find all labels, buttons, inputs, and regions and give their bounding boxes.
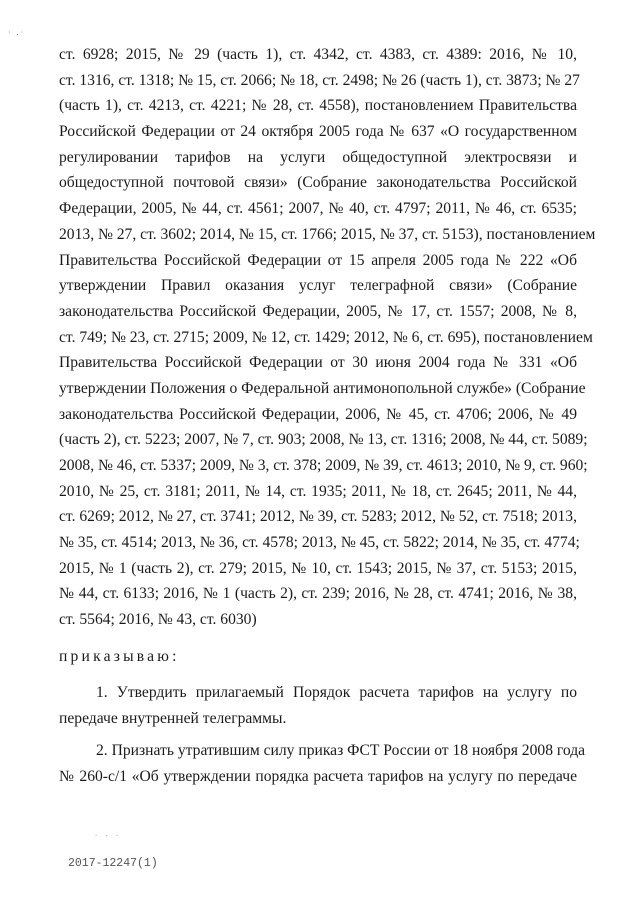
text-line: ст. 749; № 23, ст. 2715; 2009, № 12, ст. 1429; 2012, № 6, ст. 695), постановлением <box>59 328 593 346</box>
text-line: ст. 1316, ст. 1318; № 15, ст. 2066; № 18, ст. 2498; № 26 (часть 1), ст. 3873; № 27 <box>59 71 580 89</box>
footer-marks: . . . <box>95 828 122 838</box>
paragraph-1-line: передаче внутренней телеграммы. <box>59 710 287 727</box>
order-word: приказываю: <box>59 648 180 665</box>
paragraph-1-line: 1. Утвердить прилагаемый Порядок расчета тарифов на услугу по <box>96 684 577 701</box>
text-line: регулировании тарифов на услуги общедоступной электросвязи и <box>59 148 577 166</box>
text-line: ст. 6269; 2012, № 27, ст. 3741; 2012, № 39, ст. 5283; 2012, № 52, ст. 7518; 2013, <box>59 508 577 526</box>
text-line: (часть 2), ст. 5223; 2007, № 7, ст. 903; 2008, № 13, ст. 1316; 2008, № 44, ст. 5089; <box>59 431 588 449</box>
paragraph-2-line: № 260-с/1 «Об утверждении порядка расчета тарифов на услугу по передаче <box>59 768 577 785</box>
scan-mark: · .· <box>8 28 26 37</box>
text-line: 2010, № 25, ст. 3181; 2011, № 14, ст. 1935; 2011, № 18, ст. 2645; 2011, № 44, <box>59 482 577 500</box>
text-line: 2013, № 27, ст. 3602; 2014, № 15, ст. 1766; 2015, № 37, ст. 5153), постановлением <box>59 225 596 243</box>
text-line: утверждении Положения о Федеральной антимонопольной службе» (Собрание <box>59 379 586 397</box>
text-line: Правительства Российской Федерации от 15 апреля 2005 года № 222 «Об <box>59 251 577 269</box>
text-line: № 44, ст. 6133; 2016, № 1 (часть 2), ст. 239; 2016, № 28, ст. 4741; 2016, № 38, <box>59 585 577 603</box>
text-line: общедоступной почтовой связи» (Собрание законодательства Российской <box>59 174 577 192</box>
paragraph-2 <box>59 738 586 790</box>
text-line: законодательства Российской Федерации, 2006, № 45, ст. 4706; 2006, № 49 <box>59 405 577 423</box>
text-line: 2008, № 46, ст. 5337; 2009, № 3, ст. 378; 2009, № 39, ст. 4613; 2010, № 9, ст. 960; <box>59 457 588 474</box>
text-line: Правительства Российской Федерации от 30 июня 2004 года № 331 «Об <box>59 354 577 372</box>
text-line: № 35, ст. 4514; 2013, № 36, ст. 4578; 2013, № 45, ст. 5822; 2014, № 35, ст. 4774; <box>59 534 580 552</box>
legal-references-text <box>59 42 596 633</box>
text-line: утверждении Правил оказания услуг телеграфной связи» (Собрание <box>59 277 577 295</box>
text-line: законодательства Российской Федерации, 2005, № 17, ст. 1557; 2008, № 8, <box>59 302 577 320</box>
text-line: Российской Федерации от 24 октября 2005 года № 637 «О государственном <box>59 123 577 141</box>
text-line: 2015, № 1 (часть 2), ст. 279; 2015, № 10, ст. 1543; 2015, № 37, ст. 5153; 2015, <box>59 559 577 577</box>
text-line: Федерации, 2005, № 44, ст. 4561; 2007, № 40, ст. 4797; 2011, № 46, ст. 6535; <box>59 200 577 218</box>
document-code: 2017-12247(1) <box>68 857 158 870</box>
paragraph-2-line: 2. Признать утратившим силу приказ ФСТ России от 18 ноября 2008 года <box>96 742 586 759</box>
text-line: ст. 5564; 2016, № 43, ст. 6030) <box>59 611 257 629</box>
paragraph-1 <box>59 680 577 732</box>
text-line: ст. 6928; 2015, № 29 (часть 1), ст. 4342, ст. 4383, ст. 4389: 2016, № 10, <box>59 46 577 63</box>
text-line: (часть 1), ст. 4213, ст. 4221; № 28, ст. 4558), постановлением Правительства <box>59 97 577 115</box>
